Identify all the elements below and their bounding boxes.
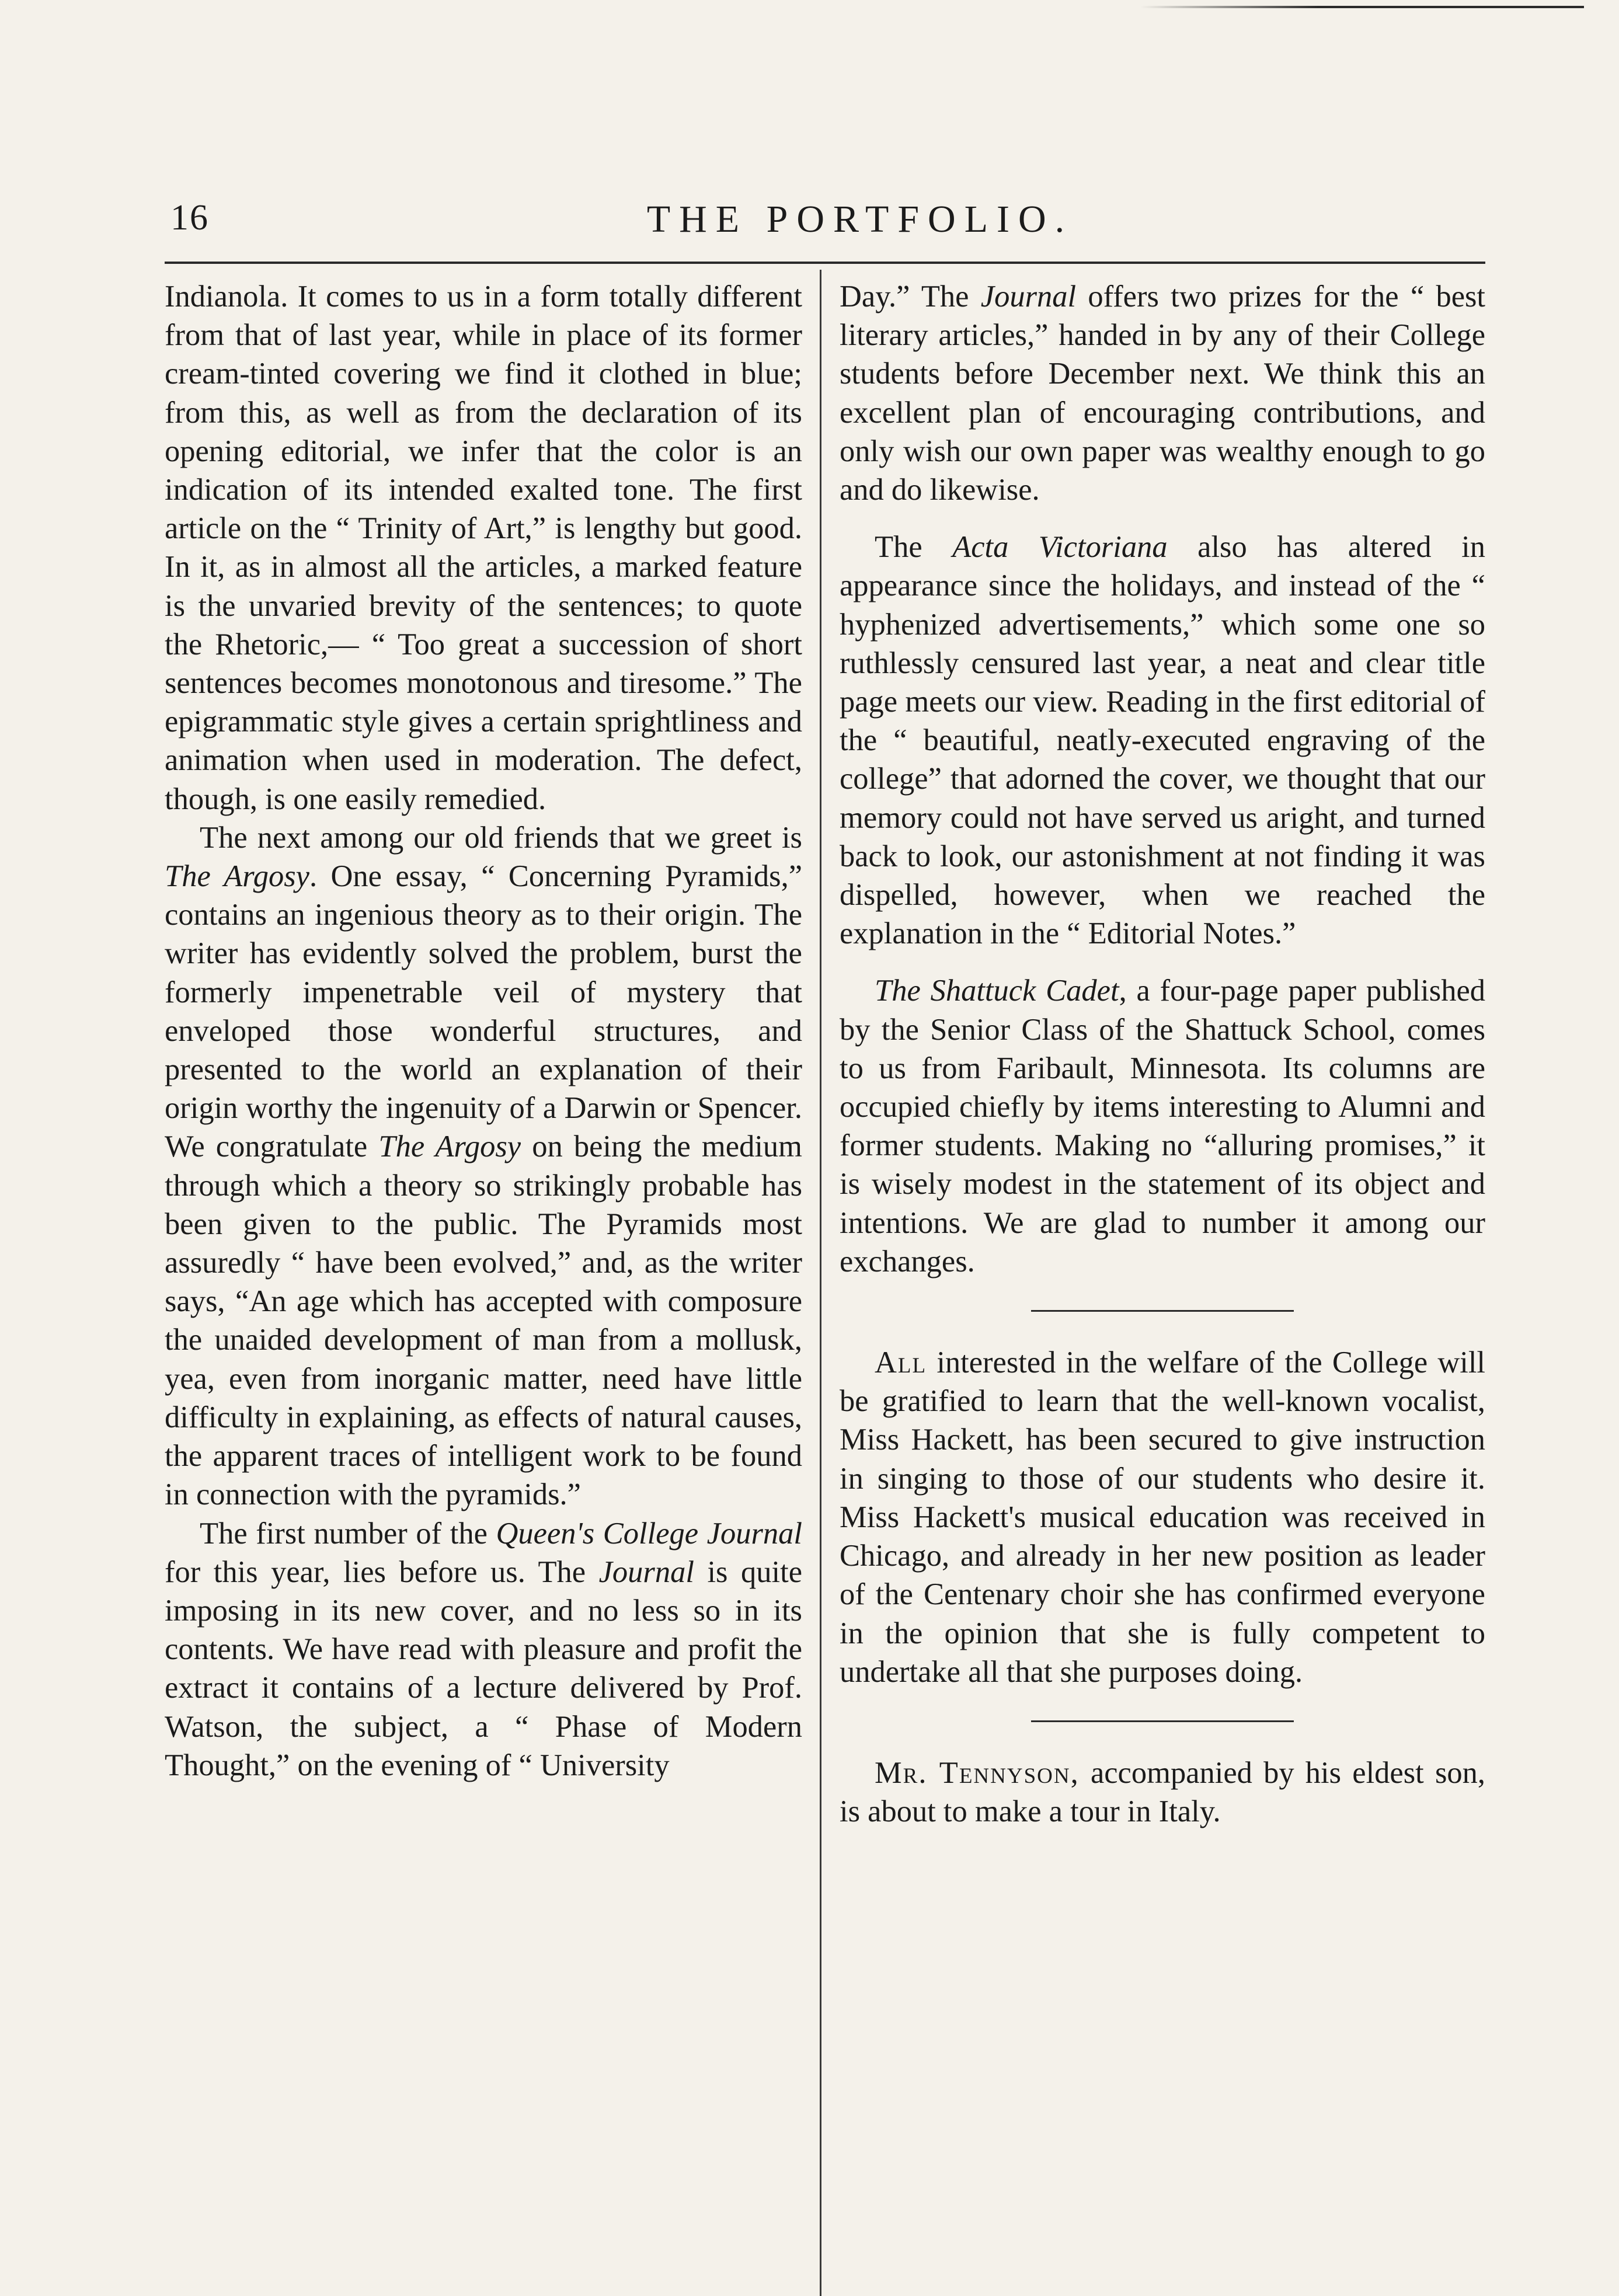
publication-title: Journal	[598, 1555, 694, 1589]
notice-tennyson	[840, 1754, 1485, 1831]
publication-title: The Shattuck Cadet	[875, 974, 1119, 1008]
right-paragraph-shattuck-cadet	[840, 971, 1485, 1281]
paragraph-text: for this year, lies before us. The	[165, 1555, 599, 1589]
paragraph-text: Day.” The	[840, 280, 981, 313]
page-number: 16	[170, 198, 209, 238]
paragraph-text: interested in the welfare of the College will be gratified to learn that the well-known vocalist, Miss Hackett, has been secured to give instruction in singing to those of our students who desire it. Miss Hackett's musical education was received in Chicago, and already in her new position as leader of the Centenary choir she has confirmed everyone in the opinion that she is fully competent to undertake all that she purposes doing.	[840, 1346, 1485, 1689]
paragraph-text: The next among our old friends that we greet is	[200, 820, 802, 855]
paragraph-text: The first number of the	[200, 1516, 496, 1551]
running-title: THE PORTFOLIO.	[646, 198, 1074, 241]
header-rule	[165, 262, 1485, 264]
left-paragraph-indianola	[165, 277, 802, 818]
notice-miss-hackett	[840, 1343, 1485, 1691]
right-column	[840, 277, 1485, 1831]
paragraph-text: offers two prizes for the “ best literary articles,” handed in by any of their College students before December next. We think this an excellent plan of encouraging contributions, and only wish our own paper was wealthy enough to go and do likewise.	[840, 280, 1486, 507]
page-header	[165, 193, 1485, 251]
notice-lead: Mr. Tennyson,	[875, 1755, 1080, 1790]
publication-title: The Argosy	[378, 1130, 521, 1164]
left-column	[165, 277, 802, 1785]
notice-lead: All	[875, 1346, 927, 1380]
right-paragraph-journal-prizes	[840, 277, 1485, 509]
publication-title: The Argosy	[165, 859, 309, 894]
paragraph-text: , a four-page paper published by the Senior Class of the Shattuck School, comes to us from Faribault, Minnesota. Its columns are occupied chiefly by items interesting to Alumni and former students. Making no “alluring promises,” it is wisely modest in the statement of its object and intentions. We are glad to number it among our exchanges.	[840, 974, 1485, 1278]
paragraph-text: Indianola. It comes to us in a form totally different from that of last year, while in place of its former cream-tinted covering we find it clothed in blue; from this, as well as from the declaration of its opening editorial, we infer that the color is an indication of its intended exalted tone. The first article on the “ Trinity of Art,” is lengthy but good. In it, as in almost all the articles, a marked feature is the unvaried brevity of the sentences; to quote the Rhetoric,— “ Too great a succession of short sentences becomes monotonous and tiresome.” The epigrammatic style gives a certain sprightliness and animation when used in moderation. The defect, though, is one easily remedied.	[165, 280, 802, 816]
left-paragraph-argosy	[165, 818, 802, 1514]
section-divider	[1031, 1310, 1294, 1312]
right-paragraph-acta-victoriana	[840, 528, 1485, 953]
paragraph-text: The	[875, 530, 953, 565]
paragraph-text: accompanied by his eldest son, is about to make a tour in Italy.	[840, 1755, 1486, 1829]
section-divider	[1031, 1720, 1294, 1722]
publication-title: Queen's College Journal	[496, 1516, 802, 1551]
column-divider	[820, 270, 821, 2296]
paragraph-text: also has altered in appearance since the holidays, and instead of the “ hyphenized advertisements,” which some one so ruthlessly censured last year, a neat and clear title page meets our view. Reading in the first editorial of the “ beautiful, neatly-executed engraving of the college” that adorned the cover, we thought that our memory could not have served us aright, and turned back to look, our astonishment at not finding it was dispelled, however, when we reached the explanation in the “ Editorial Notes.”	[840, 530, 1485, 951]
paragraph-text: . One essay, “ Concerning Pyramids,” contains an ingenious theory as to their origin. The writer has evidently solved the problem, burst the formerly impenetrable veil of mystery that enveloped those wonderful structures, and presented to the world an explanation of their origin worthy the ingenuity of a Darwin or Spencer. We congratulate	[165, 859, 802, 1164]
paragraph-text: on being the medium through which a theory so strikingly probable has been given to the public. The Pyramids most assuredly “ have been evolved,” and, as the writer says, “An age which has accepted with composure the unaided development of man from a mollusk, yea, even from inorganic matter, need have little difficulty in explaining, as effects of natural causes, the apparent traces of intelligent work to be found in connection with the pyramids.”	[165, 1130, 802, 1512]
left-paragraph-queens-journal	[165, 1514, 802, 1785]
paragraph-text: is quite imposing in its new cover, and no less so in its contents. We have read with pleasure and profit the extract it contains of a lecture delivered by Prof. Watson, the subject, a “ Phase of Modern Thought,” on the evening of “ University	[165, 1555, 802, 1782]
corner-rule	[1140, 6, 1584, 8]
publication-title: Journal	[980, 280, 1077, 313]
publication-title: Acta Victoriana	[952, 530, 1168, 565]
